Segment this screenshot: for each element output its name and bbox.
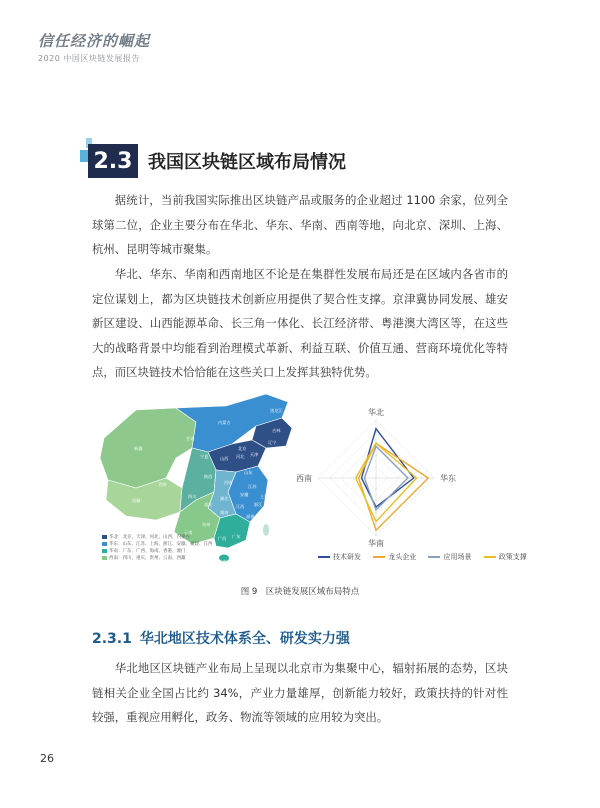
map-label: 云南 <box>184 530 193 535</box>
map-label: 湖北 <box>220 496 229 501</box>
paragraph-3: 华北地区区块链产业布局上呈现以北京市为集聚中心，辐射拓展的态势，区块链相关企业全国占比约 34%，产业力量雄厚，创新能力较好，政策扶持的针对性较强，重视应用孵化，政务、物流等领域的应用较为突出。 <box>92 661 508 724</box>
map-label: 新疆 <box>134 446 143 451</box>
map-label: 天津 <box>250 452 259 457</box>
map-legend-item: 华东：山东、江苏、上海、浙江、安徽、福建、江西 <box>102 541 213 548</box>
map-label: 重庆 <box>204 502 213 507</box>
paragraph-1: 据统计，当前我国实际推出区块链产品或服务的企业超过 1100 余家，位列全球第二位，企业主要分布在华北、华东、华南、西南等地，向北京、深圳、上海、杭州、昆明等城市聚集。 <box>92 193 508 256</box>
map-label: 贵州 <box>202 522 211 527</box>
map-label: 陕西 <box>204 474 213 479</box>
map-label: 辽宁 <box>268 440 277 445</box>
map-label: 台湾 <box>262 534 271 539</box>
map-label: 河南 <box>224 480 233 485</box>
map-legend <box>102 534 213 562</box>
map-label: 甘肃 <box>186 436 195 441</box>
page-number: 26 <box>40 752 54 765</box>
map-label: 上海 <box>260 494 269 499</box>
map-label: 吉林 <box>272 428 281 433</box>
paragraph-2: 华北、华东、华南和西南地区不论是在集群性发展布局还是在区域内各省市的定位谋划上，都为区块链技术创新应用提供了契合性支撑。京津冀协同发展、雄安新区建设、山西能源革命、长三角一体化、长江经济带、粤港澳大湾区等，在这些大的战略背景中均能看到治理模式革新、利益互联、价值互通、营商环境优化等特点，而区块链技术恰恰能在这些关口上发挥其独特优势。 <box>92 267 508 379</box>
map-label: 福建 <box>246 514 255 519</box>
map-label: 广东 <box>232 534 241 539</box>
radar-axis-label: 华南 <box>368 539 384 548</box>
subsection-heading <box>92 628 350 648</box>
map-label: 青海 <box>158 482 167 487</box>
radar-axis-label: 华东 <box>440 474 456 483</box>
radar-series-技术研发 <box>362 429 414 507</box>
map-legend-item: 华南：广东、广西、海南、香港、澳门 <box>102 548 213 555</box>
radar-axis-label: 西南 <box>296 474 312 483</box>
map-label: 浙江 <box>254 502 263 507</box>
map-label: 黑龙江 <box>270 408 283 413</box>
subsection-number: 2.3.1 <box>92 631 132 647</box>
section-title: 我国区块链区域布局情况 <box>148 152 346 173</box>
map-label: 四川 <box>188 494 197 499</box>
legend-swatch <box>102 549 107 553</box>
map-label: 山西 <box>220 456 229 461</box>
subsection-title: 华北地区技术体系全、研发实力强 <box>139 631 350 647</box>
figure-caption: 图 9 区块链发展区域布局特点 <box>240 587 360 597</box>
map-label: 江西 <box>236 504 245 509</box>
header-brand: 信任经济的崛起 <box>38 32 151 50</box>
map-label: 海南 <box>218 559 227 564</box>
region-south <box>214 514 250 548</box>
radar-legend-item: 技术研发 <box>318 553 361 561</box>
map-label: 西藏 <box>132 498 141 503</box>
radar-axis-label: 华北 <box>368 408 384 417</box>
map-label: 北京 <box>238 446 247 451</box>
radar-legend-item: 应用场景 <box>428 553 471 561</box>
map-label: 内蒙古 <box>218 420 231 425</box>
section-number: 2.3 <box>88 144 138 178</box>
map-label: 河北 <box>236 454 245 459</box>
map-label: 宁夏 <box>200 454 209 459</box>
legend-swatch <box>102 535 107 539</box>
map-legend-item: 华北：北京、天津、河北、山西、内蒙古 <box>102 534 213 541</box>
running-header <box>38 30 150 64</box>
map-label: 山东 <box>244 470 253 475</box>
radar-chart <box>296 400 500 560</box>
header-subtitle: 2020 中国区块链发展报告 <box>38 54 140 63</box>
map-legend-item: 西南：四川、重庆、贵州、云南、西藏 <box>102 555 213 562</box>
legend-swatch <box>102 542 107 546</box>
map-label: 湖南 <box>220 510 229 515</box>
figure <box>96 388 527 580</box>
radar-legend <box>318 552 537 562</box>
radar-legend-item: 政策支撑 <box>484 553 527 561</box>
region-northwest <box>100 408 196 488</box>
legend-swatch <box>102 556 107 560</box>
map-label: 安徽 <box>240 492 249 497</box>
map-label: 广西 <box>218 536 227 541</box>
radar-legend-item: 龙头企业 <box>373 553 416 561</box>
map-label: 江苏 <box>248 484 257 489</box>
